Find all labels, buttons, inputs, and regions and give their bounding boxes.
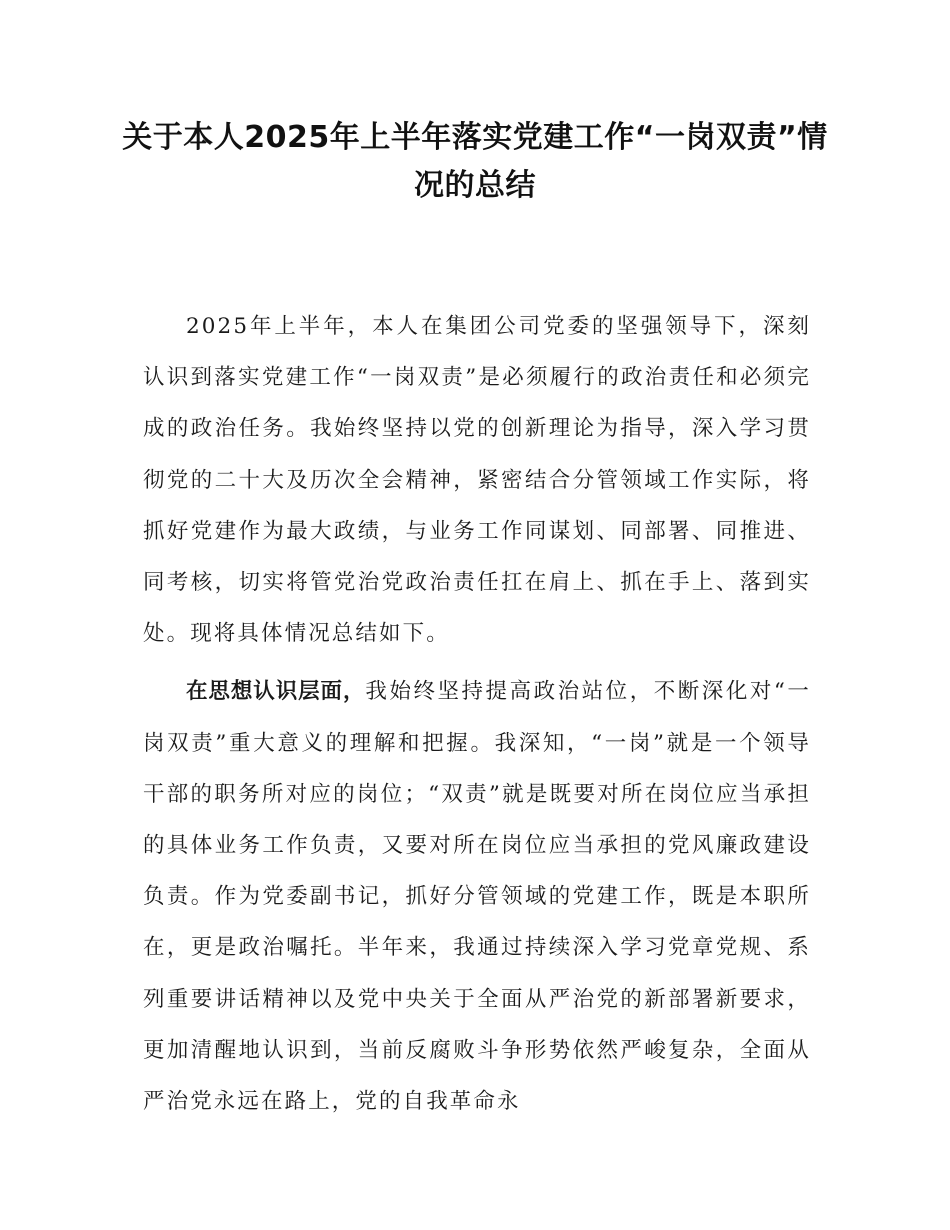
paragraph-intro: [143, 301, 811, 659]
document-body: [143, 301, 811, 1127]
document-title: 关于本人2025年上半年落实党建工作“一岗双责”情况的总结: [122, 120, 828, 203]
paragraph-ideology: [143, 666, 811, 1127]
paragraph-lead: 在思想认识层面，: [186, 679, 366, 705]
paragraph-text: 我始终坚持提高政治站位，不断深化对“一岗双责”重大意义的理解和把握。我深知，“一岗”就是一个领导干部的职务所对应的岗位；“双责”就是既要对所在岗位应当承担的具体业务工作负责，又要对所在岗位应当承担的党风廉政建设负责。作为党委副书记，抓好分管领域的党建工作，既是本职所在，更是政治嘱托。半年来，我通过持续深入学习党章党规、系列重要讲话精神以及党中央关于全面从严治党的新部署新要求，更加清醒地认识到，当前反腐败斗争形势依然严峻复杂，全面从严治党永远在路上，党的自我革命永: [143, 679, 811, 1115]
paragraph-text: 2025年上半年，本人在集团公司党委的坚强领导下，深刻认识到落实党建工作“一岗双责”是必须履行的政治责任和必须完成的政治任务。我始终坚持以党的创新理论为指导，深入学习贯彻党的二十大及历次全会精神，紧密结合分管领域工作实际，将抓好党建作为最大政绩，与业务工作同谋划、同部署、同推进、同考核，切实将管党治党政治责任扛在肩上、抓在手上、落到实处。现将具体情况总结如下。: [143, 314, 811, 647]
